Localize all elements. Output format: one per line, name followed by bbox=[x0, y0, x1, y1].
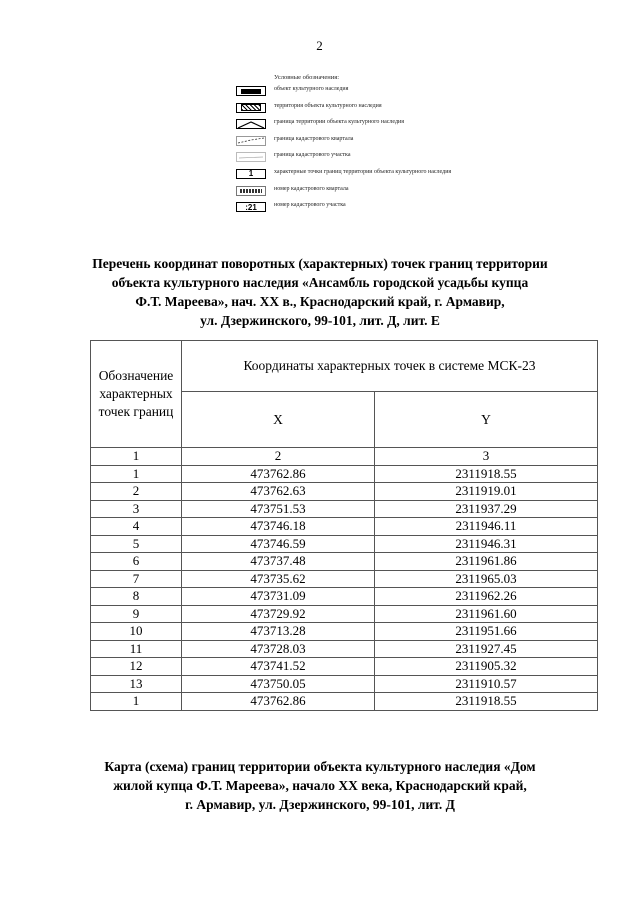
table-row bbox=[91, 570, 598, 588]
legend-item bbox=[232, 150, 492, 167]
table-cell: 2311962.26 bbox=[375, 588, 598, 606]
table-row bbox=[91, 483, 598, 501]
point-designation-header bbox=[91, 341, 182, 448]
legend-item bbox=[232, 184, 492, 201]
table-cell: 7 bbox=[91, 570, 182, 588]
table-cell: 2 bbox=[91, 483, 182, 501]
table-cell: 2311961.60 bbox=[375, 605, 598, 623]
map-heading bbox=[40, 757, 600, 814]
heading-line: Ф.Т. Мареева», нач. XX в., Краснодарский край, г. Армавир, bbox=[135, 294, 505, 309]
table-cell: 1 bbox=[91, 465, 182, 483]
heritage-object-symbol-icon bbox=[236, 86, 266, 96]
table-row bbox=[91, 588, 598, 606]
heading-line: г. Армавир, ул. Дзержинского, 99-101, лит. Д bbox=[185, 797, 455, 812]
table-cell: 2311919.01 bbox=[375, 483, 598, 501]
legend-item-text: граница кадастрового квартала bbox=[274, 135, 354, 142]
cadastral-plot-boundary-icon bbox=[236, 152, 266, 162]
table-cell: 2311946.11 bbox=[375, 518, 598, 536]
legend-item-text: характерные точки границ территории объекта культурного наследия bbox=[274, 168, 452, 175]
table-cell: 2311910.57 bbox=[375, 675, 598, 693]
territory-boundary-symbol-icon bbox=[236, 119, 266, 129]
table-cell: 473737.48 bbox=[182, 553, 375, 571]
table-cell: 12 bbox=[91, 658, 182, 676]
table-cell: 2311946.31 bbox=[375, 535, 598, 553]
table-cell: 2311918.55 bbox=[375, 693, 598, 711]
legend-item bbox=[232, 84, 492, 101]
table-row bbox=[91, 640, 598, 658]
heading-line: объекта культурного наследия «Ансамбль городской усадьбы купца bbox=[111, 275, 529, 290]
table-cell: 473735.62 bbox=[182, 570, 375, 588]
table-cell: 473741.52 bbox=[182, 658, 375, 676]
table-cell: 1 bbox=[91, 448, 182, 466]
page-number: 2 bbox=[316, 38, 323, 53]
cadastral-quarter-number-icon bbox=[236, 186, 266, 196]
table-cell: 473713.28 bbox=[182, 623, 375, 641]
heading-line: ул. Дзержинского, 99-101, лит. Д, лит. Е bbox=[200, 313, 440, 328]
legend-item bbox=[232, 167, 492, 184]
table-cell: 11 bbox=[91, 640, 182, 658]
table-cell: 2311905.32 bbox=[375, 658, 598, 676]
table-row bbox=[91, 553, 598, 571]
table-cell: 473746.59 bbox=[182, 535, 375, 553]
table-cell: 2311961.86 bbox=[375, 553, 598, 571]
legend-item-text: территория объекта культурного наследия bbox=[274, 102, 382, 109]
characteristic-point-symbol: 1 bbox=[236, 169, 266, 179]
table-cell: 2311918.55 bbox=[375, 465, 598, 483]
table-cell: 473762.86 bbox=[182, 465, 375, 483]
coordinates-table bbox=[90, 340, 598, 711]
legend bbox=[232, 72, 492, 217]
table-row bbox=[91, 605, 598, 623]
table-cell: 473746.18 bbox=[182, 518, 375, 536]
table-row bbox=[91, 535, 598, 553]
coordinates-system-header: Координаты характерных точек в системе МСК-23 bbox=[182, 341, 598, 392]
legend-item-text: граница территории объекта культурного наследия bbox=[274, 119, 405, 126]
table-cell: 473762.63 bbox=[182, 483, 375, 501]
heading-line: Перечень координат поворотных (характерных) точек границ территории bbox=[92, 256, 548, 271]
table-cell: 8 bbox=[91, 588, 182, 606]
coordinate-rows bbox=[91, 465, 598, 710]
heading-line: Карта (схема) границ территории объекта культурного наследия «Дом bbox=[104, 759, 536, 774]
table-cell: 2311951.66 bbox=[375, 623, 598, 641]
table-row bbox=[91, 623, 598, 641]
numbering-row bbox=[91, 448, 598, 466]
table-cell: 10 bbox=[91, 623, 182, 641]
legend-item bbox=[232, 134, 492, 151]
table-row bbox=[91, 693, 598, 711]
table-cell: 13 bbox=[91, 675, 182, 693]
header-line: Обозначение bbox=[98, 368, 174, 383]
table-cell: 2311937.29 bbox=[375, 500, 598, 518]
table-cell: 6 bbox=[91, 553, 182, 571]
legend-item-text: объект культурного наследия bbox=[274, 86, 349, 92]
table-cell: 3 bbox=[91, 500, 182, 518]
x-header: X bbox=[182, 392, 375, 448]
legend-item-text: номер кадастрового участка bbox=[274, 202, 346, 209]
table-row bbox=[91, 658, 598, 676]
legend-item bbox=[232, 200, 492, 217]
heading-line: жилой купца Ф.Т. Мареева», начало XX века, Краснодарский край, bbox=[113, 778, 527, 793]
table-cell: 473751.53 bbox=[182, 500, 375, 518]
heritage-territory-symbol-icon bbox=[236, 103, 266, 113]
header-line: характерных bbox=[99, 386, 173, 401]
table-cell: 473750.05 bbox=[182, 675, 375, 693]
table-cell: 473728.03 bbox=[182, 640, 375, 658]
table-cell: 2311965.03 bbox=[375, 570, 598, 588]
table-row bbox=[91, 675, 598, 693]
table-cell: 2311927.45 bbox=[375, 640, 598, 658]
y-header: Y bbox=[375, 392, 598, 448]
table-cell: 9 bbox=[91, 605, 182, 623]
table-cell: 4 bbox=[91, 518, 182, 536]
table-cell: 3 bbox=[375, 448, 598, 466]
table-cell: 473762.86 bbox=[182, 693, 375, 711]
cadastral-quarter-boundary-icon bbox=[236, 136, 266, 146]
legend-item-text: номер кадастрового квартала bbox=[274, 185, 349, 192]
legend-item bbox=[232, 117, 492, 134]
table-cell: 1 bbox=[91, 693, 182, 711]
legend-item bbox=[232, 101, 492, 118]
coordinates-heading bbox=[40, 254, 600, 330]
table-row bbox=[91, 465, 598, 483]
table-cell: 5 bbox=[91, 535, 182, 553]
cadastral-plot-number-symbol: :21 bbox=[236, 202, 266, 212]
table-cell: 2 bbox=[182, 448, 375, 466]
table-row bbox=[91, 500, 598, 518]
table-row bbox=[91, 518, 598, 536]
legend-item-text: граница кадастрового участка bbox=[274, 152, 351, 159]
table-cell: 473729.92 bbox=[182, 605, 375, 623]
header-line: точек границ bbox=[98, 404, 174, 419]
legend-title: Условные обозначения: bbox=[274, 74, 340, 81]
table-cell: 473731.09 bbox=[182, 588, 375, 606]
